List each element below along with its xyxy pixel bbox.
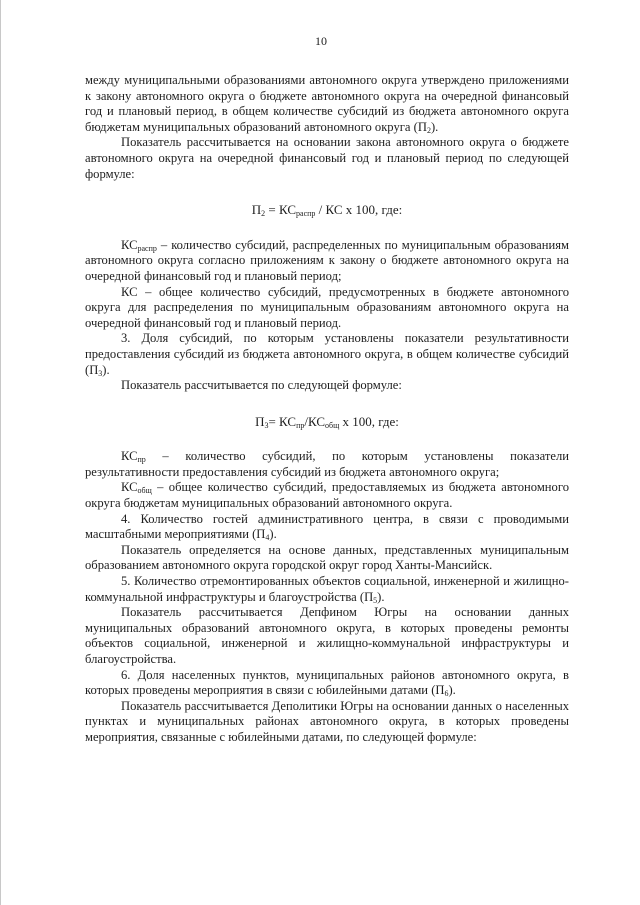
paragraph-item-6: 6. Доля населенных пунктов, муниципальных районов автономного округа, в которых проведены мероприятия в связи с юбилейными датами $(П_6)$. — [85, 667, 569, 699]
paragraph-item-4: 4. Количество гостей административного центра, в связи с проводимыми масштабными мероприятиями $(П_4)$. — [85, 511, 569, 543]
paragraph-formula-intro: Показатель рассчитывается по следующей формуле: — [121, 378, 402, 393]
paragraph-item-6-calc: Показатель рассчитывается Деполитики Югры на основании данных о населенных пунктах и муниципальных районах автономного округа, в которых проведены мероприятия, связанные с юбилейными датами, по следующей формуле: — [85, 698, 569, 744]
formula-p3: $П_3= КС_{пр}/КС_{общ}$ х 100, где: — [255, 413, 399, 430]
page-number: 10 — [315, 34, 327, 48]
formula-p2: $П_2 = КС_{распр}$ / КС х 100, где: — [251, 202, 403, 219]
paragraph-item-5: 5. Количество отремонтированных объектов социальной, инженерной и жилищно-коммунальной инфраструктуры и благоустройства $(П_5)$. — [85, 574, 569, 605]
definition-ks-pr: $КС_{пр}$ – количество субсидий, по которым установлены показатели результативности предоставления субсидий из бюджета автономного округа; — [85, 449, 569, 479]
paragraph-item-4-source: Показатель определяется на основе данных, представленных муниципальным образованием автономного округа городской округ город Ханты-Мансийск. — [85, 542, 569, 573]
document-body — [85, 73, 569, 746]
paragraph-intro: между муниципальными образованиями автономного округа утверждено приложениями к закону автономного округа о бюджете автономного округа на очередной финансовый год и плановый период, в общем количестве субсидий из бюджета автономного округа бюджетам муниципальных образований автономного округа $(П_2)$. — [85, 73, 569, 135]
definition-ks-obsh: $КС_{общ}$ – общее количество субсидий, предоставляемых из бюджета автономного округа бюджетам муниципальных образований автономного округа. — [85, 480, 569, 511]
paragraph-calc-basis: Показатель рассчитывается на основании закона автономного округа о бюджете автономного округа на очередной финансовый год и плановый период по следующей формуле: — [85, 135, 569, 181]
paragraph-item-5-calc: Показатель рассчитывается Депфином Югры на основании данных муниципальных образований автономного округа, в которых проведены ремонты объектов социальной, инженерной и жилищно-коммунальной инфраструктуры и благоустройства. — [85, 605, 569, 666]
definition-ks: КС – общее количество субсидий, предусмотренных в бюджете автономного округа для распределения по муниципальным образованиям автономного округа на очередной финансовый год и плановый период. — [85, 284, 569, 330]
definition-ks-raspr: $КС_{распр}$ – количество субсидий, распределенных по муниципальным образованиям автономного округа согласно приложениям к закону о бюджете автономного округа на очередной финансовый год и плановый период; — [85, 237, 569, 283]
paragraph-item-3: 3. Доля субсидий, по которым установлены показатели результативности предоставления субсидий из бюджета автономного округа, в общем количестве субсидий $(П_3)$. — [85, 331, 569, 378]
